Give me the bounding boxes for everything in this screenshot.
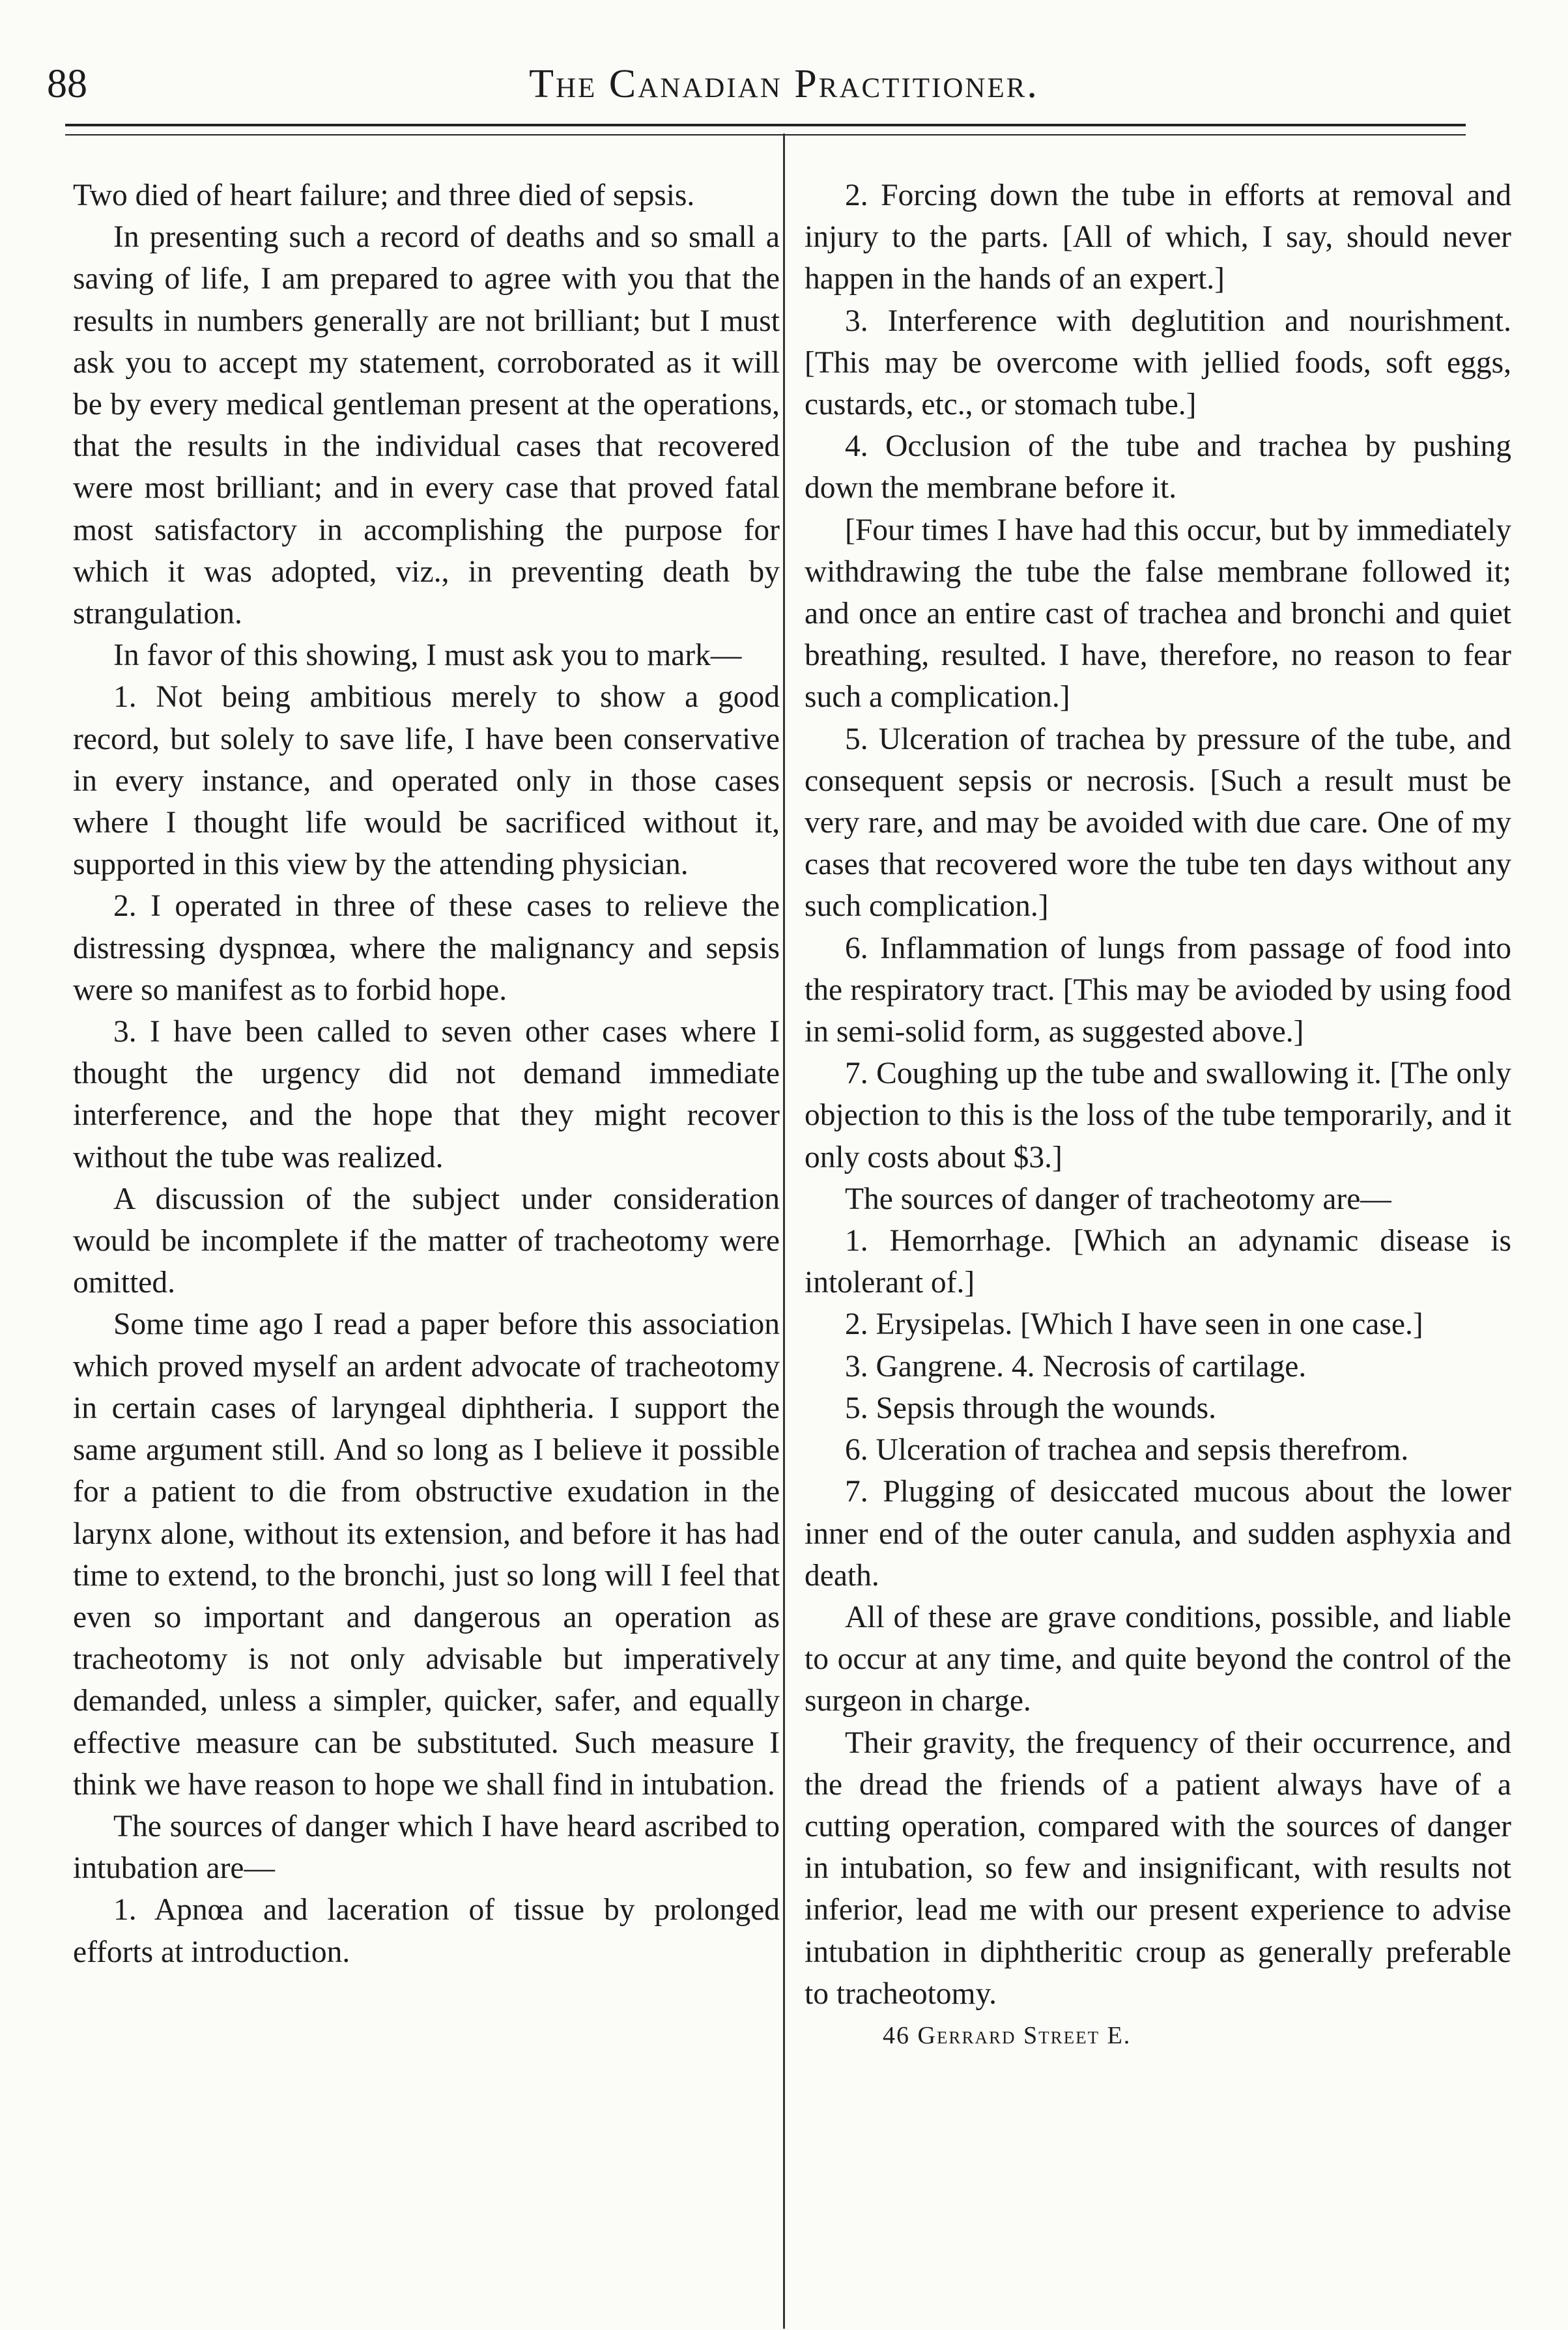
paragraph: 3. Gangrene. 4. Necrosis of cartilage.	[845, 1349, 1307, 1384]
paragraph: 3. I have been called to seven other cases where I thought the urgency did not demand immediate interference, and the hope that they might recover without the tube was realized.	[73, 1015, 780, 1174]
paragraph: 2. Erysipelas. [Which I have seen in one case.]	[845, 1307, 1423, 1342]
paragraph: 4. Occlusion of the tube and trachea by pushing down the membrane before it.	[805, 429, 1511, 505]
paragraph: 6. Ulceration of trachea and sepsis therefrom.	[845, 1433, 1409, 1468]
paragraph: A discussion of the subject under consideration would be incomplete if the matter of tracheotomy were omitted.	[73, 1182, 780, 1300]
paragraph: [Four times I have had this occur, but by immediately withdrawing the tube the false membrane followed it; and once an entire cast of trachea and bronchi and quiet breathing, resulted. I have, therefore, no reason to fear such a complication.]	[805, 513, 1511, 715]
column-divider	[783, 134, 785, 2329]
paragraph: 2. Forcing down the tube in efforts at removal and injury to the parts. [All of which, I say, should never happen in the hands of an expert.]	[805, 178, 1511, 296]
paragraph: Some time ago I read a paper before this association which proved myself an ardent advocate of tracheotomy in certain cases of laryngeal diphtheria. I support the same argument still. And so long as I believe it possible for a patient to die from obstructive exudation in the larynx alone, without its extension, and before it has had time to extend, to the bronchi, just so long will I feel that even so important and dangerous an operation as tracheotomy is not only advisable but imperatively demanded, unless a simpler, quicker, safer, and equally effective measure can be substituted. Such measure I think we have reason to hope we shall find in intubation.	[73, 1307, 780, 1802]
header-rule-thin	[65, 134, 1466, 135]
paragraph: In favor of this showing, I must ask you to mark—	[113, 638, 742, 673]
right-column	[805, 175, 1511, 2056]
paragraph: 1. Apnœa and laceration of tissue by prolonged efforts at introduction.	[73, 1893, 780, 1969]
paragraph: All of these are grave conditions, possible, and liable to occur at any time, and quite beyond the control of the surgeon in charge.	[805, 1600, 1511, 1718]
page-number: 88	[47, 62, 87, 106]
paragraph: 5. Sepsis through the wounds.	[845, 1391, 1216, 1425]
paragraph: 7. Coughing up the tube and swallowing it. [The only objection to this is the loss of the tube temporarily, and it only costs about $3.]	[805, 1057, 1511, 1174]
left-column	[73, 175, 780, 1973]
paragraph: In presenting such a record of deaths and so small a saving of life, I am prepared to agree with you that the results in numbers generally are not brilliant; but I must ask you to accept my statement, corroborated as it will be by every medical gentleman present at the operations, that the results in the individual cases that recovered were most brilliant; and in every case that proved fatal most satisfactory in accomplishing the purpose for which it was adopted, viz., in preventing death by strangulation.	[73, 220, 780, 631]
running-title: The Canadian Practitioner.	[529, 62, 1039, 106]
paragraph: Two died of heart failure; and three died of sepsis.	[73, 178, 695, 212]
paragraph: Their gravity, the frequency of their occurrence, and the dread the friends of a patient always have of a cutting operation, compared with the sources of danger in intubation, so few and insignificant, with results not inferior, lead me with our present experience to advise intubation in diphtheritic croup as generally preferable to tracheotomy.	[805, 1726, 1511, 2011]
paragraph: 3. Interference with deglutition and nourishment. [This may be overcome with jellied foods, soft eggs, custards, etc., or stomach tube.]	[805, 304, 1511, 422]
paragraph: 2. I operated in three of these cases to relieve the distressing dyspnœa, where the malignancy and sepsis were so manifest as to forbid hope.	[73, 889, 780, 1007]
paragraph: The sources of danger which I have heard ascribed to intubation are—	[73, 1809, 780, 1886]
paragraph: 1. Hemorrhage. [Which an adynamic disease is intolerant of.]	[805, 1224, 1511, 1300]
paragraph: 6. Inflammation of lungs from passage of food into the respiratory tract. [This may be avioded by using food in semi-solid form, as suggested above.]	[805, 931, 1511, 1049]
author-address: 46 Gerrard Street E.	[883, 2021, 1132, 2049]
paragraph: 7. Plugging of desiccated mucous about the lower inner end of the outer canula, and sudden asphyxia and death.	[805, 1475, 1511, 1593]
header-rule-thick	[65, 124, 1466, 126]
paragraph: The sources of danger of tracheotomy are—	[845, 1182, 1391, 1216]
paragraph: 5. Ulceration of trachea by pressure of the tube, and consequent sepsis or necrosis. [Such a result must be very rare, and may be avoided with due care. One of my cases that recovered wore the tube ten days without any such complication.]	[805, 722, 1511, 924]
paragraph: 1. Not being ambitious merely to show a good record, but solely to save life, I have been conservative in every instance, and operated only in those cases where I thought life would be sacrificed without it, supported in this view by the attending physician.	[73, 680, 780, 882]
